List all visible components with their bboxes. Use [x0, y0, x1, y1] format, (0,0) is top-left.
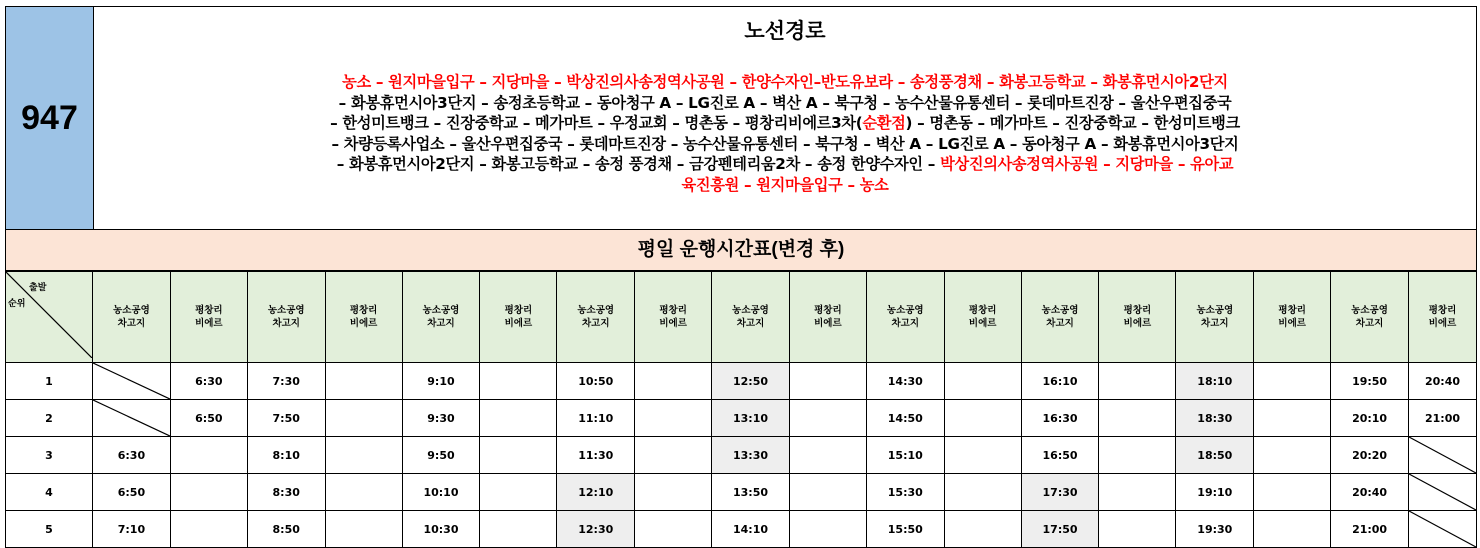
time-cell: 12:50 — [712, 363, 790, 400]
empty-cell — [1254, 437, 1331, 474]
column-header-text: 차고지 — [1201, 318, 1229, 329]
empty-cell — [325, 437, 402, 474]
empty-cell — [170, 437, 247, 474]
route-segment: – 한성미트뱅크 – 진장중학교 – 메가마트 – 우정교회 – 명촌동 – 평창리비에르3차( — [330, 114, 863, 132]
table-row — [6, 511, 1477, 548]
empty-cell — [325, 363, 402, 400]
column-header-depot — [1331, 272, 1409, 363]
route-line — [94, 154, 1476, 175]
column-header-pyeongchang — [1409, 272, 1477, 363]
column-header-text: 평창리 — [968, 305, 997, 316]
empty-cell — [635, 400, 712, 437]
time-cell: 15:30 — [866, 474, 944, 511]
rank-cell: 4 — [6, 474, 93, 511]
route-line — [94, 72, 1476, 93]
corner-cell — [6, 272, 93, 363]
column-header-text: 농소공영 — [113, 305, 150, 316]
time-cell: 13:10 — [712, 400, 790, 437]
column-header-depot — [402, 272, 480, 363]
table-row — [6, 437, 1477, 474]
empty-cell — [480, 437, 557, 474]
time-cell: 19:10 — [1176, 474, 1254, 511]
column-header-depot — [866, 272, 944, 363]
empty-cell — [170, 474, 247, 511]
route-description — [94, 7, 1476, 229]
column-header-text: 농소공영 — [422, 305, 460, 316]
column-header-text: 평창리 — [349, 305, 378, 316]
column-header-pyeongchang — [170, 272, 247, 363]
no-service-cell — [93, 363, 171, 400]
column-header-text: 차고지 — [117, 318, 146, 329]
column-header-depot — [1176, 272, 1254, 363]
column-header-depot — [557, 272, 635, 363]
table-row — [6, 363, 1477, 400]
time-cell: 13:50 — [712, 474, 790, 511]
time-cell: 18:50 — [1176, 437, 1254, 474]
table-row — [6, 400, 1477, 437]
time-cell: 18:10 — [1176, 363, 1254, 400]
column-header-text: 비에르 — [1123, 318, 1152, 329]
column-header-depot — [1021, 272, 1099, 363]
schedule-title: 평일 운행시간표(변경 후) — [5, 230, 1477, 271]
time-cell: 19:50 — [1331, 363, 1409, 400]
time-cell: 8:50 — [247, 511, 325, 548]
time-cell: 10:30 — [402, 511, 480, 548]
corner-rank-label: 순위 — [8, 299, 26, 309]
empty-cell — [325, 400, 402, 437]
column-header-text: 차고지 — [736, 318, 765, 329]
column-header-text: 차고지 — [1355, 318, 1384, 329]
column-header-text: 비에르 — [349, 318, 378, 329]
table-header-row — [6, 272, 1477, 363]
column-header-text: 비에르 — [659, 318, 687, 329]
column-header-pyeongchang — [1099, 272, 1176, 363]
column-header-text: 평창리 — [195, 305, 223, 316]
empty-cell — [170, 511, 247, 548]
column-header-pyeongchang — [480, 272, 557, 363]
empty-cell — [1254, 511, 1331, 548]
column-header-text: 농소공영 — [1196, 305, 1234, 316]
timetable-sheet — [5, 6, 1477, 548]
diagonal-slash-icon — [1409, 437, 1476, 473]
column-header-text: 평창리 — [1428, 305, 1457, 316]
route-segment-highlight: 육진흥원 – 원지마을입구 – 농소 — [681, 175, 889, 194]
column-header-text: 차고지 — [581, 318, 610, 329]
rank-cell: 1 — [6, 363, 93, 400]
route-line — [94, 134, 1476, 155]
column-header-text: 비에르 — [814, 318, 842, 329]
time-cell: 14:10 — [712, 511, 790, 548]
empty-cell — [480, 511, 557, 548]
empty-cell — [635, 511, 712, 548]
column-header-text: 평창리 — [1123, 305, 1152, 316]
table-row — [6, 474, 1477, 511]
route-segment: – 화봉휴먼시아3단지 – 송정초등학교 – 동아청구 A – LG진로 A – 벽산 A – 북구청 – 농수산물유통센터 – 롯데마트진장 – 울산우편집중국 — [338, 93, 1232, 112]
empty-cell — [944, 363, 1021, 400]
time-cell: 16:50 — [1021, 437, 1099, 474]
column-header-pyeongchang — [789, 272, 866, 363]
time-cell: 6:30 — [93, 437, 171, 474]
column-header-text: 농소공영 — [886, 305, 924, 316]
column-header-text: 평창리 — [659, 305, 687, 316]
column-header-text: 농소공영 — [1351, 305, 1388, 316]
column-header-text: 농소공영 — [267, 305, 305, 316]
empty-cell — [480, 400, 557, 437]
empty-cell — [1099, 400, 1176, 437]
column-header-text: 비에르 — [968, 318, 997, 329]
empty-cell — [1099, 437, 1176, 474]
diagonal-slash-icon — [1409, 474, 1476, 510]
rank-cell: 3 — [6, 437, 93, 474]
time-cell: 20:20 — [1331, 437, 1409, 474]
column-header-text: 차고지 — [1046, 318, 1074, 329]
column-header-depot — [93, 272, 171, 363]
time-cell: 8:10 — [247, 437, 325, 474]
time-cell: 6:50 — [170, 400, 247, 437]
empty-cell — [1099, 363, 1176, 400]
diagonal-slash-icon — [93, 363, 170, 399]
time-cell: 9:30 — [402, 400, 480, 437]
column-header-text: 비에르 — [504, 318, 533, 329]
empty-cell — [635, 437, 712, 474]
empty-cell — [789, 437, 866, 474]
route-segment: – 화봉휴먼시아2단지 – 화봉고등학교 – 송정 풍경채 – 금강펜테리움2차 – 송정 한양수자인 – — [336, 155, 941, 173]
time-cell: 6:30 — [170, 363, 247, 400]
column-header-depot — [247, 272, 325, 363]
schedule-table — [5, 271, 1477, 548]
empty-cell — [789, 511, 866, 548]
diagonal-slash-icon — [93, 400, 170, 436]
time-cell: 10:50 — [557, 363, 635, 400]
no-service-cell — [1409, 474, 1477, 511]
time-cell: 19:30 — [1176, 511, 1254, 548]
time-cell: 13:30 — [712, 437, 790, 474]
route-segment-highlight: 농소 – 원지마을입구 – 지당마을 – 박상진의사송정역사공원 – 한양수자인–반도유보라 – 송정풍경채 – 화봉고등학교 – 화봉휴먼시아2단지 — [342, 73, 1228, 91]
time-cell: 20:40 — [1331, 474, 1409, 511]
column-header-text: 비에르 — [1278, 318, 1306, 329]
empty-cell — [635, 474, 712, 511]
route-line — [94, 175, 1476, 196]
time-cell: 17:50 — [1021, 511, 1099, 548]
column-header-text: 차고지 — [427, 318, 455, 329]
time-cell: 20:40 — [1409, 363, 1477, 400]
column-header-pyeongchang — [944, 272, 1021, 363]
empty-cell — [944, 437, 1021, 474]
column-header-text: 평창리 — [814, 305, 842, 316]
empty-cell — [480, 474, 557, 511]
empty-cell — [944, 511, 1021, 548]
rank-cell: 2 — [6, 400, 93, 437]
time-cell: 7:10 — [93, 511, 171, 548]
time-cell: 20:10 — [1331, 400, 1409, 437]
route-segment: ) – 명촌동 – 메가마트 – 진장중학교 – 한성미트뱅크 — [905, 114, 1240, 132]
route-panel — [5, 6, 1477, 230]
empty-cell — [1254, 363, 1331, 400]
time-cell: 12:30 — [557, 511, 635, 548]
time-cell: 11:10 — [557, 400, 635, 437]
diagonal-slash-icon — [1409, 511, 1476, 547]
time-cell: 11:30 — [557, 437, 635, 474]
route-segment-highlight: 순환점 — [862, 114, 906, 132]
empty-cell — [789, 400, 866, 437]
empty-cell — [944, 474, 1021, 511]
diagonal-slash-icon — [6, 272, 92, 358]
route-stops — [94, 72, 1476, 195]
column-header-text: 비에르 — [1428, 318, 1457, 329]
time-cell: 6:50 — [93, 474, 171, 511]
route-segment: – 차량등록사업소 – 울산우편집중국 – 롯데마트진장 – 농수산물유통센터 – 북구청 – 벽산 A – LG진로 A – 동아청구 A – 화봉휴먼시아3단지 — [331, 134, 1239, 153]
time-cell: 14:50 — [866, 400, 944, 437]
corner-departure-label: 출발 — [29, 283, 47, 293]
time-cell: 7:30 — [247, 363, 325, 400]
column-header-text: 농소공영 — [577, 305, 615, 316]
column-header-pyeongchang — [635, 272, 712, 363]
route-line — [94, 93, 1476, 114]
empty-cell — [789, 474, 866, 511]
time-cell: 10:10 — [402, 474, 480, 511]
no-service-cell — [1409, 511, 1477, 548]
time-cell: 17:30 — [1021, 474, 1099, 511]
no-service-cell — [1409, 437, 1477, 474]
time-cell: 16:30 — [1021, 400, 1099, 437]
time-cell: 15:10 — [866, 437, 944, 474]
time-cell: 15:50 — [866, 511, 944, 548]
column-header-text: 평창리 — [504, 305, 533, 316]
time-cell: 8:30 — [247, 474, 325, 511]
time-cell: 14:30 — [866, 363, 944, 400]
column-header-text: 농소공영 — [732, 305, 769, 316]
empty-cell — [1254, 400, 1331, 437]
empty-cell — [789, 363, 866, 400]
empty-cell — [1254, 474, 1331, 511]
column-header-pyeongchang — [1254, 272, 1331, 363]
column-header-text: 농소공영 — [1041, 305, 1079, 316]
route-line — [94, 113, 1476, 134]
time-cell: 12:10 — [557, 474, 635, 511]
rank-cell: 5 — [6, 511, 93, 548]
column-header-text: 차고지 — [272, 318, 300, 329]
column-header-text: 차고지 — [891, 318, 920, 329]
no-service-cell — [93, 400, 171, 437]
time-cell: 7:50 — [247, 400, 325, 437]
column-header-text: 평창리 — [1278, 305, 1306, 316]
empty-cell — [480, 363, 557, 400]
empty-cell — [1099, 511, 1176, 548]
time-cell: 9:10 — [402, 363, 480, 400]
empty-cell — [1099, 474, 1176, 511]
empty-cell — [944, 400, 1021, 437]
route-number: 947 — [6, 7, 94, 229]
route-title: 노선경로 — [744, 20, 826, 43]
time-cell: 21:00 — [1409, 400, 1477, 437]
time-cell: 18:30 — [1176, 400, 1254, 437]
empty-cell — [325, 511, 402, 548]
empty-cell — [325, 474, 402, 511]
time-cell: 9:50 — [402, 437, 480, 474]
column-header-text: 비에르 — [195, 318, 223, 329]
empty-cell — [635, 363, 712, 400]
time-cell: 21:00 — [1331, 511, 1409, 548]
time-cell: 16:10 — [1021, 363, 1099, 400]
column-header-pyeongchang — [325, 272, 402, 363]
route-segment-highlight: 박상진의사송정역사공원 – 지당마을 – 유아교 — [940, 155, 1234, 173]
column-header-depot — [712, 272, 790, 363]
